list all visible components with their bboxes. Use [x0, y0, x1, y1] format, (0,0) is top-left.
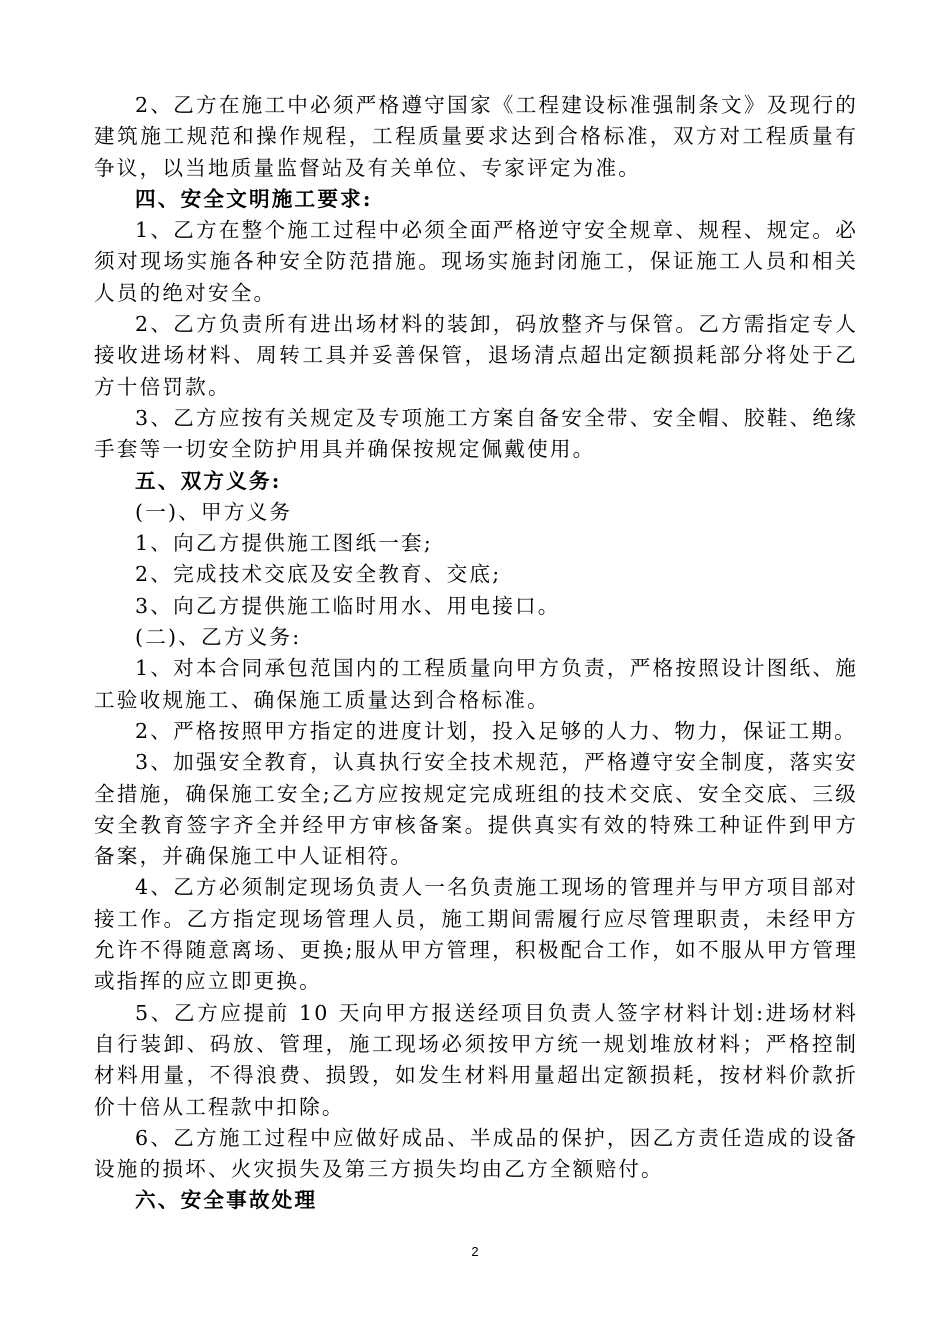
- paragraph-quality-standards: 2、乙方在施工中必须严格遵守国家《工程建设标准强制条文》及现行的建筑施工规范和操作规程，工程质量要求达到合格标准，双方对工程质量有争议，以当地质量监督站及有关单位、专家评定为准。: [94, 93, 858, 180]
- paragraph-safety-3: 3、乙方应按有关规定及专项施工方案自备安全带、安全帽、胶鞋、绝缘手套等一切安全防护用具并确保按规定佩戴使用。: [94, 405, 858, 462]
- paragraph-party-b-4: 4、乙方必须制定现场负责人一名负责施工现场的管理并与甲方项目部对接工作。乙方指定现场管理人员，施工期间需履行应尽管理职责，未经甲方允许不得随意离场、更换;服从甲方管理，积极配合工作，如不服从甲方管理或指挥的应立即更换。: [94, 875, 858, 994]
- subheading-party-b-obligations: (二)、乙方义务:: [135, 625, 302, 650]
- paragraph-party-a-1: 1、向乙方提供施工图纸一套;: [135, 531, 433, 556]
- paragraph-party-a-3: 3、向乙方提供施工临时用水、用电接口。: [135, 593, 561, 618]
- paragraph-party-b-3: 3、加强安全教育，认真执行安全技术规范，严格遵守安全制度，落实安全措施，确保施工安全;乙方应按规定完成班组的技术交底、安全交底、三级安全教育签字齐全并经甲方审核备案。提供真实有效的特殊工种证件到甲方备案，并确保施工中人证相符。: [94, 750, 858, 869]
- heading-obligations: 五、双方义务:: [135, 468, 282, 493]
- page-number: 2: [471, 1244, 479, 1259]
- paragraph-safety-2: 2、乙方负责所有进出场材料的装卸，码放整齐与保管。乙方需指定专人接收进场材料、周转工具并妥善保管，退场清点超出定额损耗部分将处于乙方十倍罚款。: [94, 312, 858, 399]
- paragraph-party-a-2: 2、完成技术交底及安全教育、交底;: [135, 562, 502, 587]
- document-body: [94, 90, 858, 1217]
- heading-accident-handling: 六、安全事故处理: [135, 1188, 318, 1213]
- paragraph-party-b-2: 2、严格按照甲方指定的进度计划，投入足够的人力、物力，保证工期。: [135, 718, 857, 743]
- paragraph-party-b-6: 6、乙方施工过程中应做好成品、半成品的保护，因乙方责任造成的设备设施的损坏、火灾损失及第三方损失均由乙方全额赔付。: [94, 1125, 858, 1182]
- heading-safety-requirements: 四、安全文明施工要求:: [135, 186, 373, 211]
- subheading-party-a-obligations: (一)、甲方义务: [135, 499, 293, 524]
- paragraph-safety-1: 1、乙方在整个施工过程中必须全面严格逆守安全规章、规程、规定。必须对现场实施各种安全防范措施。现场实施封闭施工，保证施工人员和相关人员的绝对安全。: [94, 218, 858, 305]
- paragraph-party-b-5: 5、乙方应提前 10 天向甲方报送经项目负责人签字材料计划:进场材料自行装卸、码放、管理，施工现场必须按甲方统一规划堆放材料；严格控制材料用量，不得浪费、损毁，如发生材料用量超出定额损耗，按材料价款折价十倍从工程款中扣除。: [94, 1000, 858, 1119]
- paragraph-party-b-1: 1、对本合同承包范国内的工程质量向甲方负责，严格按照设计图纸、施工验收规施工、确保施工质量达到合格标准。: [94, 656, 858, 712]
